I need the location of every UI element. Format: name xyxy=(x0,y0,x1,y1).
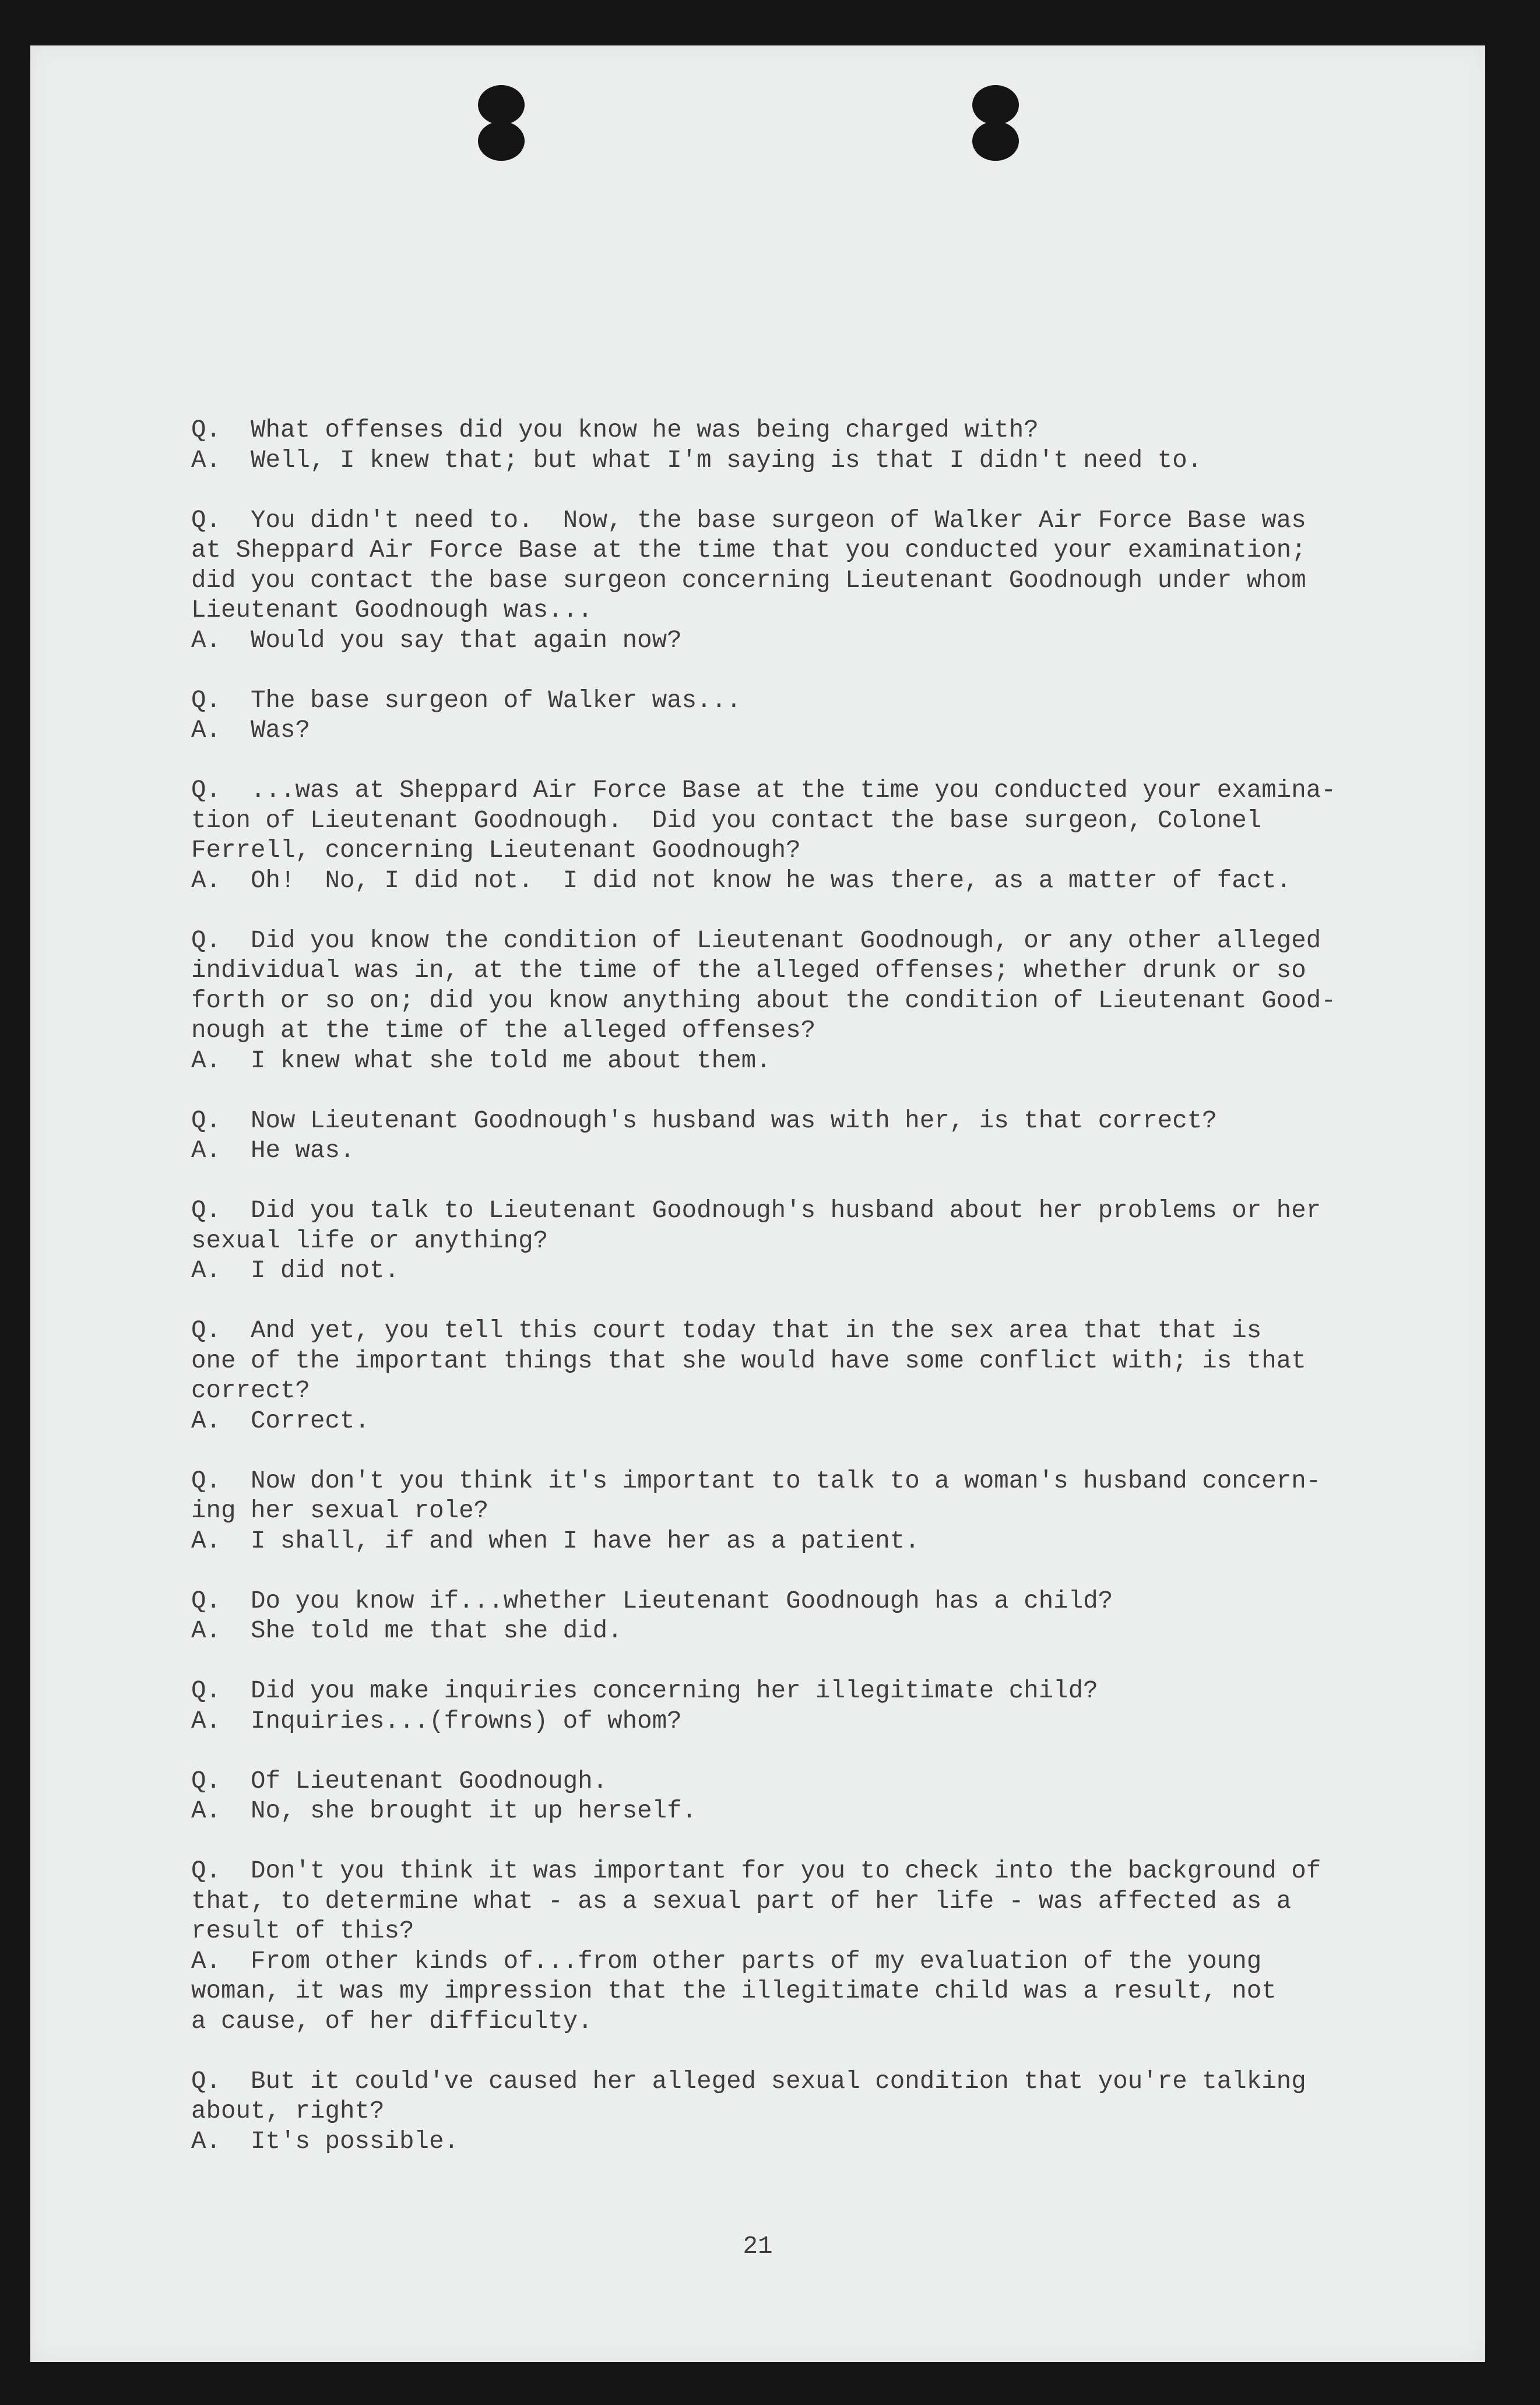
qa-exchange xyxy=(191,1316,1386,1436)
transcript-line: result of this? xyxy=(191,1917,414,1945)
transcript-body xyxy=(191,416,1386,2187)
page-number: 21 xyxy=(743,2232,773,2260)
transcript-line: Q. Don't you think it was important for you to check into the background of xyxy=(191,1857,1321,1885)
transcript-line: individual was in, at the time of the alleged offenses; whether drunk or so xyxy=(191,957,1306,984)
transcript-line: Q. Did you know the condition of Lieutenant Goodnough, or any other alleged xyxy=(191,926,1321,955)
qa-exchange xyxy=(191,1196,1386,1286)
transcript-line: A. From other kinds of...from other parts of my evaluation of the young xyxy=(191,1947,1262,1975)
transcript-line: a cause, of her difficulty. xyxy=(191,2007,593,2035)
transcript-line: Ferrell, concerning Lieutenant Goodnough? xyxy=(191,836,801,864)
transcript-line: correct? xyxy=(191,1377,311,1405)
transcript-line: Q. ...was at Sheppard Air Force Base at the time you conducted your examina- xyxy=(191,776,1336,804)
transcript-line: Lieutenant Goodnough was... xyxy=(191,596,593,624)
paper-sheet xyxy=(30,45,1485,2362)
qa-exchange xyxy=(191,1587,1386,1647)
transcript-line: A. I shall, if and when I have her as a patient. xyxy=(191,1527,920,1555)
qa-exchange xyxy=(191,1676,1386,1736)
transcript-line: Q. What offenses did you know he was being charged with? xyxy=(191,416,1039,444)
transcript-line: at Sheppard Air Force Base at the time that you conducted your examination; xyxy=(191,536,1306,564)
transcript-line: A. It's possible. xyxy=(191,2127,459,2156)
transcript-line: A. Was? xyxy=(191,716,311,744)
transcript-line: Q. Did you talk to Lieutenant Goodnough's husband about her problems or her xyxy=(191,1197,1321,1225)
transcript-line: A. I knew what she told me about them. xyxy=(191,1046,771,1075)
qa-exchange xyxy=(191,776,1386,896)
transcript-line: A. She told me that she did. xyxy=(191,1617,623,1645)
transcript-line: Q. You didn't need to. Now, the base surgeon of Walker Air Force Base was xyxy=(191,506,1306,535)
punch-hole-left xyxy=(478,85,525,161)
qa-exchange xyxy=(191,416,1386,476)
qa-exchange xyxy=(191,2067,1386,2157)
qa-exchange xyxy=(191,506,1386,656)
transcript-line: Q. And yet, you tell this court today that in the sex area that that is xyxy=(191,1317,1262,1345)
transcript-line: nough at the time of the alleged offenses? xyxy=(191,1017,816,1045)
transcript-line: A. Inquiries...(frowns) of whom? xyxy=(191,1707,682,1735)
transcript-line: A. Correct. xyxy=(191,1407,370,1435)
punch-hole-right xyxy=(972,85,1019,161)
transcript-line: forth or so on; did you know anything about the condition of Lieutenant Good- xyxy=(191,986,1336,1015)
qa-exchange xyxy=(191,926,1386,1077)
qa-exchange xyxy=(191,1857,1386,2037)
transcript-line: one of the important things that she would have some conflict with; is that xyxy=(191,1346,1306,1375)
transcript-line: A. I did not. xyxy=(191,1257,400,1285)
transcript-line: A. He was. xyxy=(191,1137,355,1165)
qa-exchange xyxy=(191,1106,1386,1166)
transcript-line: that, to determine what - as a sexual part of her life - was affected as a xyxy=(191,1887,1292,1915)
transcript-line: A. Well, I knew that; but what I'm saying is that I didn't need to. xyxy=(191,446,1203,474)
transcript-line: tion of Lieutenant Goodnough. Did you contact the base surgeon, Colonel xyxy=(191,806,1262,835)
transcript-line: sexual life or anything? xyxy=(191,1226,549,1255)
transcript-line: A. No, she brought it up herself. xyxy=(191,1797,697,1825)
transcript-line: did you contact the base surgeon concerning Lieutenant Goodnough under whom xyxy=(191,566,1306,595)
qa-exchange xyxy=(191,1767,1386,1827)
transcript-line: Q. But it could've caused her alleged sexual condition that you're talking xyxy=(191,2067,1306,2095)
transcript-line: ing her sexual role? xyxy=(191,1497,489,1525)
transcript-line: Q. Of Lieutenant Goodnough. xyxy=(191,1767,608,1795)
transcript-line: Q. Now Lieutenant Goodnough's husband was with her, is that correct? xyxy=(191,1106,1217,1135)
transcript-line: Q. The base surgeon of Walker was... xyxy=(191,686,741,715)
transcript-line: Q. Do you know if...whether Lieutenant Goodnough has a child? xyxy=(191,1587,1113,1615)
transcript-line: woman, it was my impression that the illegitimate child was a result, not xyxy=(191,1977,1277,2005)
qa-exchange xyxy=(191,1467,1386,1557)
transcript-line: A. Oh! No, I did not. I did not know he was there, as a matter of fact. xyxy=(191,866,1292,895)
transcript-line: Q. Did you make inquiries concerning her illegitimate child? xyxy=(191,1677,1098,1705)
transcript-line: A. Would you say that again now? xyxy=(191,626,682,655)
transcript-line: about, right? xyxy=(191,2097,385,2125)
transcript-line: Q. Now don't you think it's important to talk to a woman's husband concern- xyxy=(191,1467,1321,1495)
qa-exchange xyxy=(191,686,1386,746)
